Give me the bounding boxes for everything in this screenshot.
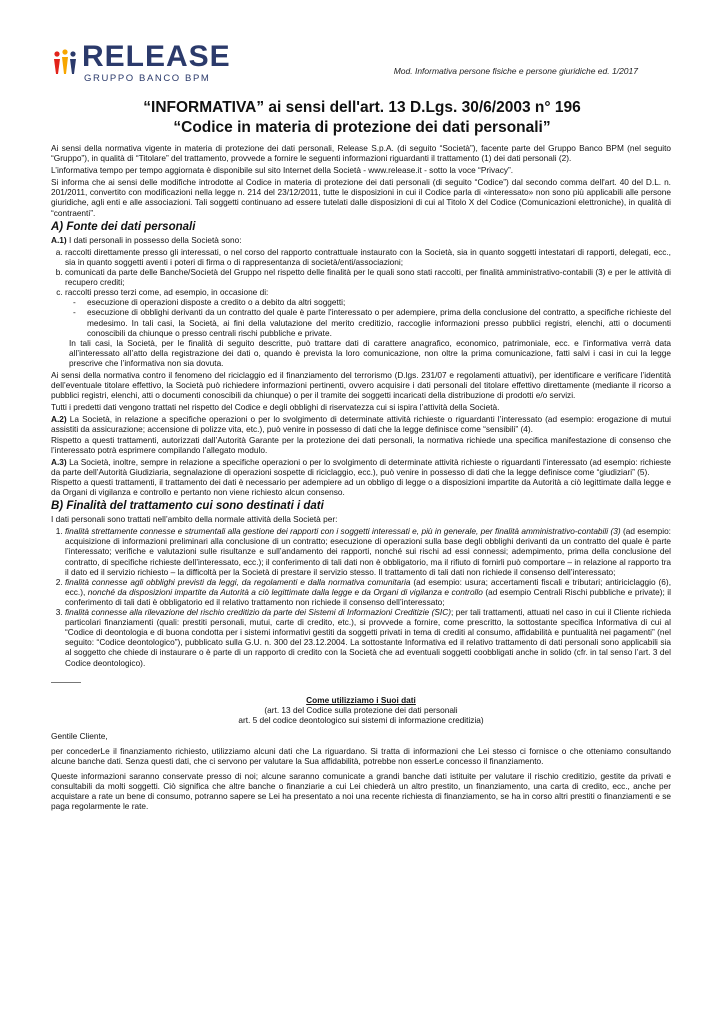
separator [51,682,81,683]
list-item-text: raccolti presso terzi come, ad esempio, in occasione di: [65,287,269,298]
antiriciclaggio-paragraph: Ai sensi della normativa contro il fenomeno del riciclaggio ed il finanziamento del terrorismo (D.lgs. 231/07 e regolamenti attuativi), per identificare e verificare l’identità dell’eventuale titolare effettivo, la Società può richiedere informazioni pertinenti, ovvero acquisire i dati personali del titolare effettivo direttamente (mediante il ricorso a pubblici registri, elenchi, atti o documenti conoscibili da chiunque) o per il tramite dei soggetti incaricati della distribuzione di prodotti e/o servizi. [51,369,671,401]
a1-label: A.1) [51,234,67,245]
source-list [51,247,671,368]
brand-name: RELEASE [82,40,231,73]
list-item: a. raccolti direttamente presso gli interessati, o nel corso del rapporto contrattuale instaurato con la Società, sia in quanto soggetti intestatari di rapporti, delegati, ecc., sia in quanto soggetti aventi i poteri di firma o di rappresentanza di società/enti/associazioni; [65,247,671,267]
a1-paragraph [51,235,671,245]
list-item [65,577,671,607]
sub-list-item: - esecuzione di operazioni disposte a credito o a debito da altri soggetti; [87,297,671,307]
form-version: Mod. Informativa persone fisiche e persone giuridiche ed. 1/2017 [393,66,638,76]
section-b-lead: I dati personali sono trattati nell’ambito della normale attività della Società per: [51,514,338,525]
a2-follow: Rispetto a questi trattamenti, autorizzati dall’Autorità Garante per la protezione dei dati personali, la normativa richiede una specifica manifestazione di consenso che l’interessato potrà esprimere compilando l’allegato modulo. [51,434,671,455]
intro-paragraph: L’informativa tempo per tempo aggiornata è disponibile sul sito Internet della Società - www.release.it - sotto la voce “Privacy”. [51,165,514,176]
a1-text: I dati personali in possesso della Società sono: [69,234,242,245]
riservatezza-paragraph: Tutti i predetti dati vengono trattati nel rispetto del Codice e degli obblighi di riservatezza cui si ispira l’attività della Società. [51,402,500,413]
a3-paragraph [51,457,671,477]
purpose-title: finalità connesse agli obblighi previsti da leggi, da regolamenti e dalla normativa comunitaria [65,576,411,587]
credit-paragraph: per concederLe il finanziamento richiesto, utilizziamo alcuni dati che La riguardano. Si tratta di informazioni che Lei stesso ci fornisce o che otteniamo consultando alcune banche dati. Senza questi dati, che ci servono per valutare la Sua affidabilità, potrebbe non esserLe concesso il finanziamento. [51,745,671,767]
intro-paragraph: Si informa che ai sensi delle modifiche introdotte al Codice in materia di protezione dei dati personali (di seguito “Codice”) dal secondo comma dell'art. 40 del D.L. n. 201/2011, convertito con modificazioni nella legge n. 214 del 23/12/2011, tutte le disposizioni in cui il Codice parla di «interessato» non sono più applicabili alle persone giuridiche, agli enti e alle associazioni. Tali soggetti continuano ad essere tutelati dalle disposizioni di cui al Titolo X del Codice (Comunicazioni elettroniche), in qualità di “contraenti”. [51,177,671,218]
list-item [65,287,671,368]
purpose-list [51,526,671,667]
credit-info-subtitle: art. 5 del codice deontologico sui sistemi di informazione creditizia) [238,714,484,725]
a3-follow: Rispetto a questi trattamenti, il trattamento dei dati è necessario per adempiere ad un obbligo di legge o a disposizioni impartite da Autorità a ciò legittimate dalla legge e da Organi di vigilanza e controllo e pertanto non viene richiesto alcun consenso. [51,476,671,497]
purpose-title: nonché da disposizioni impartite da Autorità a ciò legittimate dalla legge e da Organi di vigilanza e controllo [87,586,483,597]
a3-label: A.3) [51,456,67,467]
purpose-title: finalità strettamente connesse e strumentali alla gestione dei rapporti con i soggetti interessati e, più in generale, per finalità amministrativo-contabili (3) [65,526,621,537]
sub-list [65,297,671,337]
sub-list-item: - esecuzione di obblighi derivanti da un contratto del quale è parte l'interessato o per adempiere, prima della conclusione del contratto, a specifiche richieste del medesimo. In tali casi, la Società, ai fini della valutazione del merito creditizio, raccoglie informazioni presso pubblici registri, elenchi, atti o documenti conoscibili da chiunque o presso centrali rischi pubbliche e private. [87,307,671,337]
credit-info-subtitle: (art. 13 del Codice sulla protezione dei dati personali [264,704,458,715]
a2-paragraph [51,414,671,434]
doc-title-line2: “Codice in materia di protezione dei dati personali” [173,119,551,136]
intro-paragraph: Ai sensi della normativa vigente in materia di protezione dei dati personali, Release S.p.A. (di seguito “Società”), facente parte del Gruppo Banco BPM (nel seguito “Gruppo”), in qualità di “Titolare” del trattamento, provvede a fornire le seguenti informazioni riguardanti il trattamento (1) dei dati personali (2). [51,143,671,164]
a2-text: La Società, in relazione a specifiche operazioni o per lo svolgimento di determinate attività richieste o riguardanti l’interessato (ad esempio: erogazione di mutui assistiti da assicurazione; accensione di polizze vita, etc.), può venire in possesso di dati che la legge definisce come “sensibili” (4). [51,414,671,435]
a3-text: La Società, inoltre, sempre in relazione a specifiche operazioni o per lo svolgimento di determinate attività richieste o riguardanti l’interessato (ad esempio: richieste da parte dell’Autorità Giudiziaria, segnalazione di operazioni sospette di riciclaggio, ecc.), può venire in possesso di dati che la legge definisce come “giudiziari” (5). [51,456,672,477]
a2-label: A.2) [51,414,67,425]
list-item: b. comunicati da parte delle Banche/Società del Gruppo nel rispetto delle finalità per le quali sono stati raccolti, per finalità amministrativo-contabili (3) e per le attività di recupero crediti; [65,267,671,287]
brand-subtitle: GRUPPO BANCO BPM [84,73,211,84]
purpose-text: (ad esempio: usura; accertamenti fiscali e tributari; antiriciclaggio (6), ecc.), [65,576,671,597]
credit-paragraph: Queste informazioni saranno conservate presso di noi; alcune saranno comunicate a grandi banche dati istituite per valutare il rischio creditizio, gestite da privati e consultabili da molti soggetti. Ciò significa che altre banche o finanziarie a cui Lei chiederà un altro prestito, un finanziamento, una carta di credito, ecc., anche per acquistare a rate un bene di consumo, potranno sapere se Lei ha presentato a noi una recente richiesta di finanziamento, se ha in corso altri prestiti o finanziamenti e se paga regolarmente le rate. [51,771,671,812]
logo-figures-icon [52,48,82,78]
greeting: Gentile Cliente, [51,730,108,741]
list-note: In tali casi, la Società, per le finalità di seguito descritte, può trattare dati di carattere anagrafico, economico, patrimoniale, ecc. e l’informativa verrà data all’interessato all’atto della registrazione dei dati o, quando è prevista la loro comunicazione, non oltre la prima comunicazione, fatti salvi i casi in cui la legge prescrive che l’informativa non sia dovuta. [69,337,671,368]
list-item [65,607,671,668]
credit-info-heading: Come utilizziamo i Suoi dati [306,694,416,705]
section-a-heading: A) Fonte dei dati personali [51,220,196,233]
document-body [51,143,671,814]
purpose-title: finalità connesse alla rilevazione del rischio creditizio da parte dei Sistemi di Informazioni Creditizie (SIC) [65,607,451,618]
section-b-heading: B) Finalità del trattamento cui sono destinati i dati [51,500,324,513]
purpose-text: (ad esempio Centrali Rischi pubbliche e private); il conferimento di tali dati è obbligatorio ed il relativo trattamento non richiede il consenso dell’interessato; [65,586,671,607]
purpose-text: (ad esempio: acquisizione di informazioni preliminari alla conclusione di un contratto; esecuzione di operazioni sulla base degli obblighi derivanti da un contratto del quale è parte l’interessato; verifiche e valutazioni sulle risultanze e sull’andamento dei rapporti, nonché sui rischi ad essi connessi; adempimento, prima della conclusione del contratto, di specifiche richieste dell’interessato, ecc.); il conferimento di tali dati non è obbligatorio, ma il rifiuto di fornirli può comportare – in relazione al rapporto tra il dato ed il servizio richiesto – la difficoltà per la Società di prestare il servizio stesso. Il trattamento di tali dati non richiede il consenso dell’interessato; [65,526,671,577]
doc-title-line1: “INFORMATIVA” ai sensi dell'art. 13 D.Lgs. 30/6/2003 n° 196 [143,99,581,116]
list-item [65,526,671,576]
release-logo [52,40,231,88]
purpose-text: ; per tali trattamenti, attuati nel caso in cui il Cliente richieda particolari finanziamenti (quali: prestiti personali, mutui, carte di credito, etc.), si provvede a fornire, come prescritto, la sottostante specifica Informativa di cui al “Codice di deontologia e di buona condotta per i sistemi informativi gestiti da soggetti privati in tema di crediti al consumo, affidabilità e puntualità nei pagamenti” (nel seguito: “Codice deontologico”), pubblicato sulla G.U. n. 300 del 23.12.2004. La sottostante Informativa ed il relativo trattamento di dati personali sono applicabili sia al soggetto che chiede di instaurare o è parte di un rapporto di credito con la Società che ad eventuali soggetti coobbligati anche in solido (cfr. in tal senso l’art. 3 del Codice deontologico). [65,607,671,668]
